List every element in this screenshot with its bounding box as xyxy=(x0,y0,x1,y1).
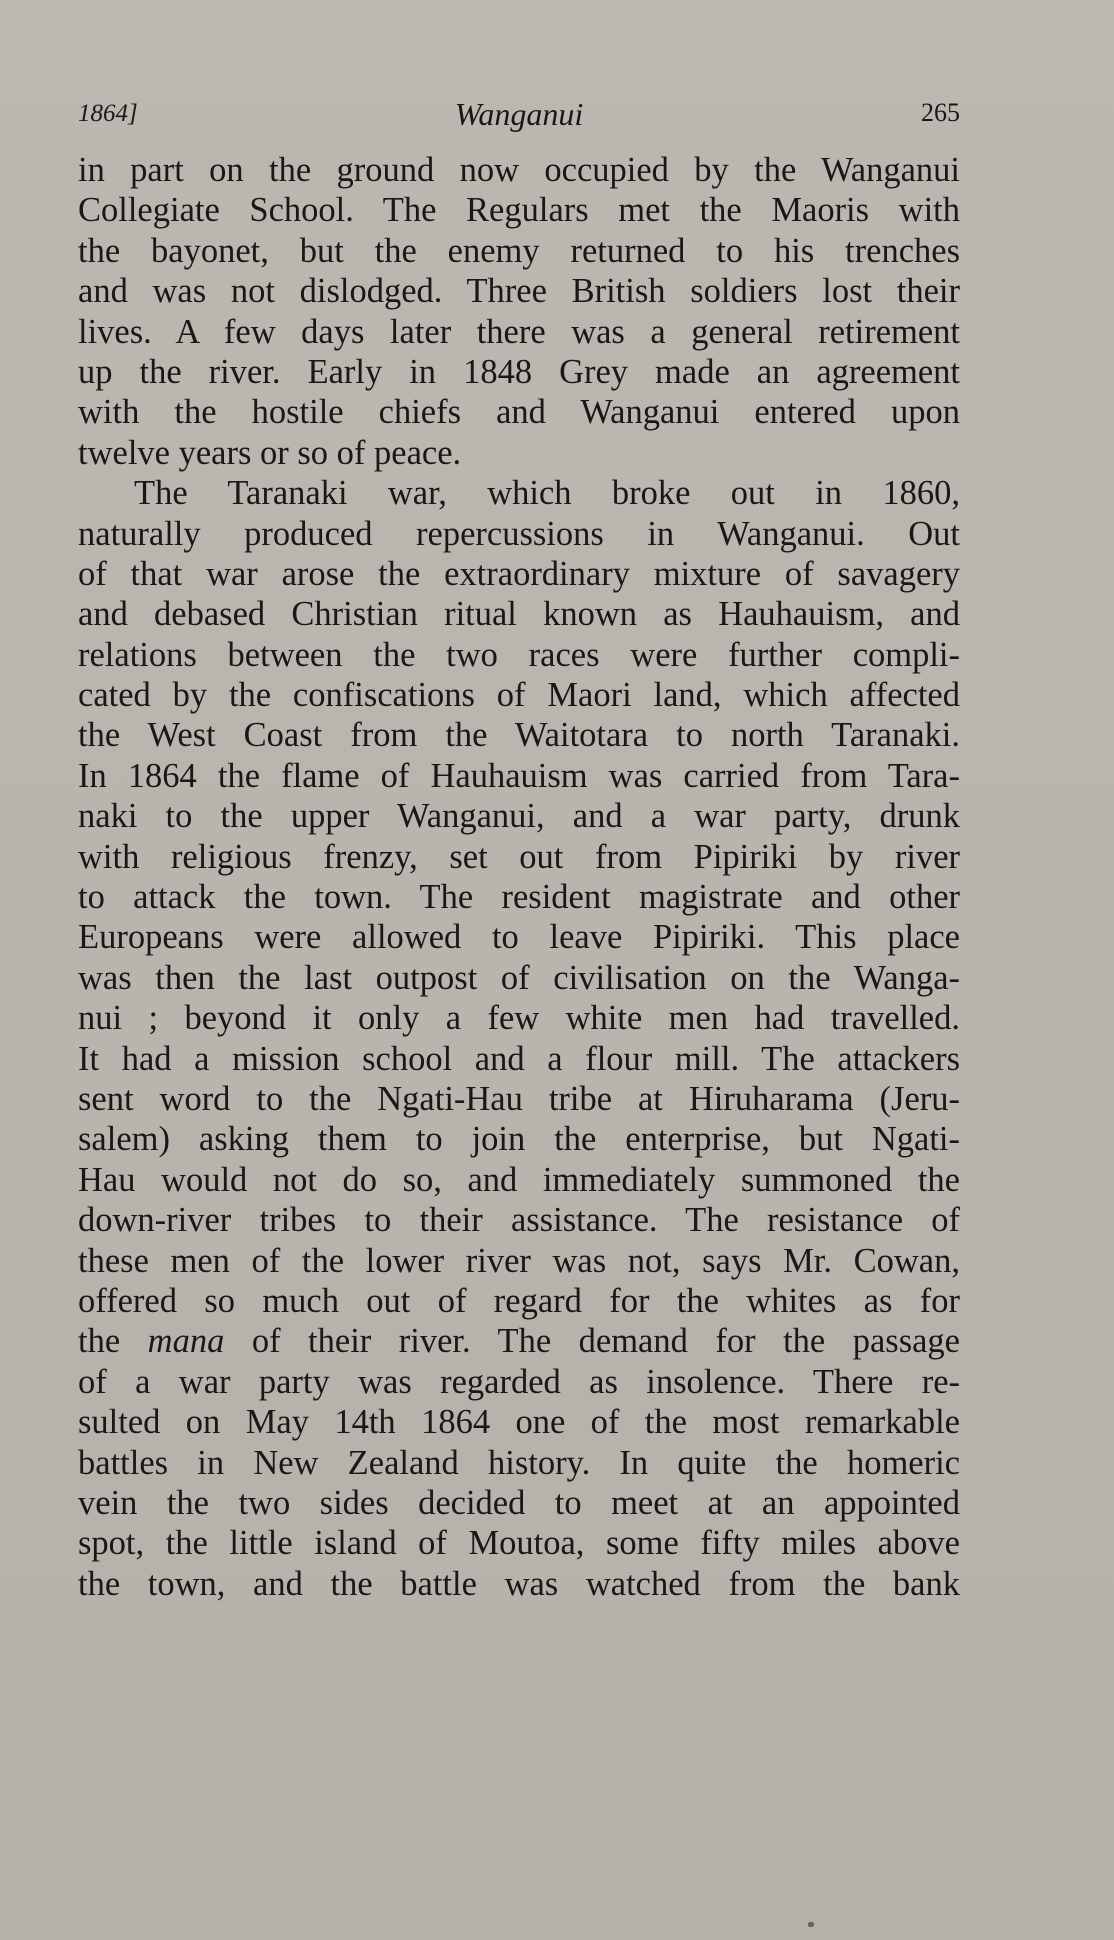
text-line: the town, and the battle was watched from the bank xyxy=(78,1564,960,1603)
text-line: naturally produced repercussions in Wanganui. Out xyxy=(78,514,960,553)
text-line: naki to the upper Wanganui, and a war party, drunk xyxy=(78,797,960,836)
text-line: lives. A few days later there was a general retirement xyxy=(78,312,960,351)
text-line: sulted on May 14th 1864 one of the most remarkable xyxy=(78,1403,960,1442)
text-segment: the xyxy=(78,1322,148,1361)
text-line: It had a mission school and a flour mill. The attackers xyxy=(78,1039,960,1078)
text-line: Europeans were allowed to leave Pipiriki. This place xyxy=(78,918,960,957)
page-number: 265 xyxy=(921,98,960,127)
text-line: and debased Christian ritual known as Hauhauism, and xyxy=(78,595,960,634)
text-line: was then the last outpost of civilisation on the Wanga- xyxy=(78,958,960,997)
text-line: of a war party was regarded as insolence. There re- xyxy=(78,1362,960,1401)
text-line: Hau would not do so, and immediately summoned the xyxy=(78,1160,960,1199)
text-line: the bayonet, but the enemy returned to his trenches xyxy=(78,231,960,270)
text-line: down-river tribes to their assistance. The resistance of xyxy=(78,1201,960,1240)
text-line: to attack the town. The resident magistrate and other xyxy=(78,878,960,917)
text-segment: of their river. The demand for the passage xyxy=(224,1322,960,1361)
italic-word: mana xyxy=(147,1322,225,1361)
text-line: The Taranaki war, which broke out in 1860, xyxy=(134,474,960,513)
text-line: Collegiate School. The Regulars met the Maoris with xyxy=(78,191,960,230)
body-text xyxy=(78,150,960,1604)
text-line xyxy=(78,1321,960,1361)
text-line: battles in New Zealand history. In quite the homeric xyxy=(78,1443,960,1482)
text-line: sent word to the Ngati-Hau tribe at Hiruharama (Jeru- xyxy=(78,1079,960,1118)
text-line: with religious frenzy, set out from Pipiriki by river xyxy=(78,837,960,876)
text-line: relations between the two races were further compli- xyxy=(78,635,960,674)
text-line: In 1864 the flame of Hauhauism was carried from Tara- xyxy=(78,756,960,795)
running-header xyxy=(78,96,960,136)
page-speck xyxy=(808,1922,814,1927)
text-line: with the hostile chiefs and Wanganui entered upon xyxy=(78,393,960,432)
text-line: these men of the lower river was not, says Mr. Cowan, xyxy=(78,1241,960,1280)
text-line: salem) asking them to join the enterprise, but Ngati- xyxy=(78,1120,960,1159)
text-line: in part on the ground now occupied by the Wanganui xyxy=(78,151,960,189)
text-line: offered so much out of regard for the whites as for xyxy=(78,1281,960,1320)
text-line: vein the two sides decided to meet at an appointed xyxy=(78,1483,960,1522)
text-line: of that war arose the extraordinary mixture of savagery xyxy=(78,554,960,593)
text-line: spot, the little island of Moutoa, some fifty miles above xyxy=(78,1524,960,1563)
header-title: Wanganui xyxy=(454,96,584,132)
header-year: 1864] xyxy=(78,100,138,127)
text-line: and was not dislodged. Three British soldiers lost their xyxy=(78,272,960,311)
text-line: cated by the confiscations of Maori land, which affected xyxy=(78,676,960,715)
text-line: the West Coast from the Waitotara to north Taranaki. xyxy=(78,716,960,755)
text-line: twelve years or so of peace. xyxy=(78,433,462,472)
text-line: up the river. Early in 1848 Grey made an agreement xyxy=(78,352,960,391)
text-line: nui ; beyond it only a few white men had travelled. xyxy=(78,999,960,1038)
